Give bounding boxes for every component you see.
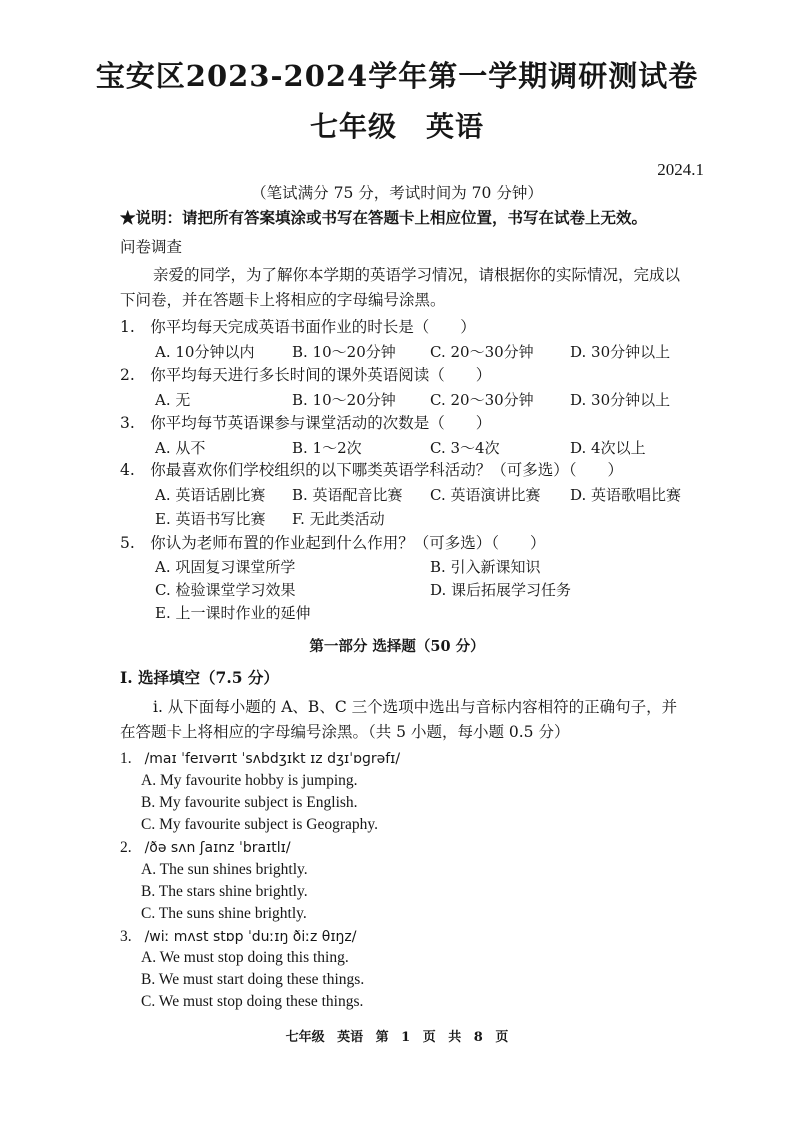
survey-question: 3. 你平均每节英语课参与课堂活动的次数是（ ） — [120, 414, 492, 432]
survey-option: A. 巩固复习课堂所学 — [155, 558, 296, 576]
answer-option: C. My favourite subject is Geography. — [141, 816, 379, 833]
survey-option: D. 4次以上 — [570, 439, 646, 457]
survey-option: C. 3～4次 — [430, 439, 500, 457]
question-number: 1. — [120, 750, 132, 767]
answer-option: B. My favourite subject is English. — [141, 794, 358, 811]
survey-question: 5. 你认为老师布置的作业起到什么作用？（可多选）（ ） — [120, 534, 546, 552]
phonetic-transcription: /ðə sʌn ʃaɪnz ˈbraɪtlɪ/ — [144, 840, 291, 856]
survey-option: B. 英语配音比赛 — [292, 486, 403, 504]
survey-question: 2. 你平均每天进行多长时间的课外英语阅读（ ） — [120, 366, 492, 384]
survey-option: C. 20～30分钟 — [430, 343, 534, 361]
survey-option: A. 无 — [155, 391, 191, 409]
part1-heading: 第一部分 选择题（50 分） — [309, 638, 485, 655]
answer-option: A. My favourite hobby is jumping. — [141, 772, 358, 789]
section-instruction-cont: 在答题卡上将相应的字母编号涂黑。（共 5 小题，每小题 0.5 分） — [120, 723, 570, 741]
answer-option: A. We must stop doing this thing. — [141, 949, 349, 966]
survey-option: A. 从不 — [155, 439, 206, 457]
survey-option: E. 英语书写比赛 — [155, 510, 266, 528]
phonetic-transcription: /wiː mʌst stɒp ˈduːɪŋ ðiːz θɪŋz/ — [144, 929, 357, 945]
answer-option: B. The stars shine brightly. — [141, 883, 308, 900]
survey-question: 4. 你最喜欢你们学校组织的以下哪类英语学科活动？（可多选）（ ） — [120, 461, 624, 479]
survey-option: D. 30分钟以上 — [570, 343, 671, 361]
answer-option: C. We must stop doing these things. — [141, 993, 364, 1010]
survey-option: B. 10～20分钟 — [292, 391, 396, 409]
phonetic-question — [120, 926, 356, 947]
page-footer: 七年级 英语 第 1 页 共 8 页 — [285, 1030, 509, 1045]
question-number: 2. — [120, 839, 132, 856]
answer-option: C. The suns shine brightly. — [141, 905, 307, 922]
phonetic-transcription: /maɪ ˈfeɪvərɪt ˈsʌbdʒɪkt ɪz dʒɪˈɒɡrəfɪ/ — [144, 751, 401, 767]
survey-option: F. 无此类活动 — [292, 510, 385, 528]
exam-date: 2024.1 — [657, 160, 704, 179]
instruction: ★说明：请把所有答案填涂或书写在答题卡上相应位置，书写在试卷上无效。 — [120, 208, 648, 227]
survey-heading: 问卷调查 — [120, 238, 183, 256]
survey-option: D. 英语歌唱比赛 — [570, 486, 682, 504]
phonetic-question — [120, 837, 291, 858]
survey-option: C. 英语演讲比赛 — [430, 486, 541, 504]
survey-option: E. 上一课时作业的延伸 — [155, 604, 311, 622]
survey-option: B. 引入新课知识 — [430, 558, 541, 576]
exam-info: （笔试满分 75 分，考试时间为 70 分钟） — [251, 184, 543, 202]
survey-option: D. 30分钟以上 — [570, 391, 671, 409]
phonetic-question — [120, 748, 400, 769]
survey-option: B. 1～2次 — [292, 439, 362, 457]
survey-intro: 亲爱的同学，为了解你本学期的英语学习情况，请根据你的实际情况，完成以 — [153, 266, 681, 284]
survey-option: C. 20～30分钟 — [430, 391, 534, 409]
survey-option: A. 英语话剧比赛 — [155, 486, 266, 504]
exam-title: 宝安区2023-2024学年第一学期调研测试卷 — [95, 59, 699, 93]
survey-question: 1. 你平均每天完成英语书面作业的时长是（ ） — [120, 318, 476, 336]
survey-option: C. 检验课堂学习效果 — [155, 581, 296, 599]
survey-option: B. 10～20分钟 — [292, 343, 396, 361]
section-title: I. 选择填空（7.5 分） — [120, 668, 279, 687]
answer-option: A. The sun shines brightly. — [141, 861, 308, 878]
section-instruction: i. 从下面每小题的 A、B、C 三个选项中选出与音标内容相符的正确句子，并 — [153, 698, 678, 716]
exam-subtitle: 七年级 英语 — [309, 110, 484, 143]
survey-intro-cont: 下问卷，并在答题卡上将相应的字母编号涂黑。 — [120, 291, 446, 309]
question-number: 3. — [120, 928, 132, 945]
survey-option: D. 课后拓展学习任务 — [430, 581, 572, 599]
survey-option: A. 10分钟以内 — [155, 343, 255, 361]
answer-option: B. We must start doing these things. — [141, 971, 365, 988]
